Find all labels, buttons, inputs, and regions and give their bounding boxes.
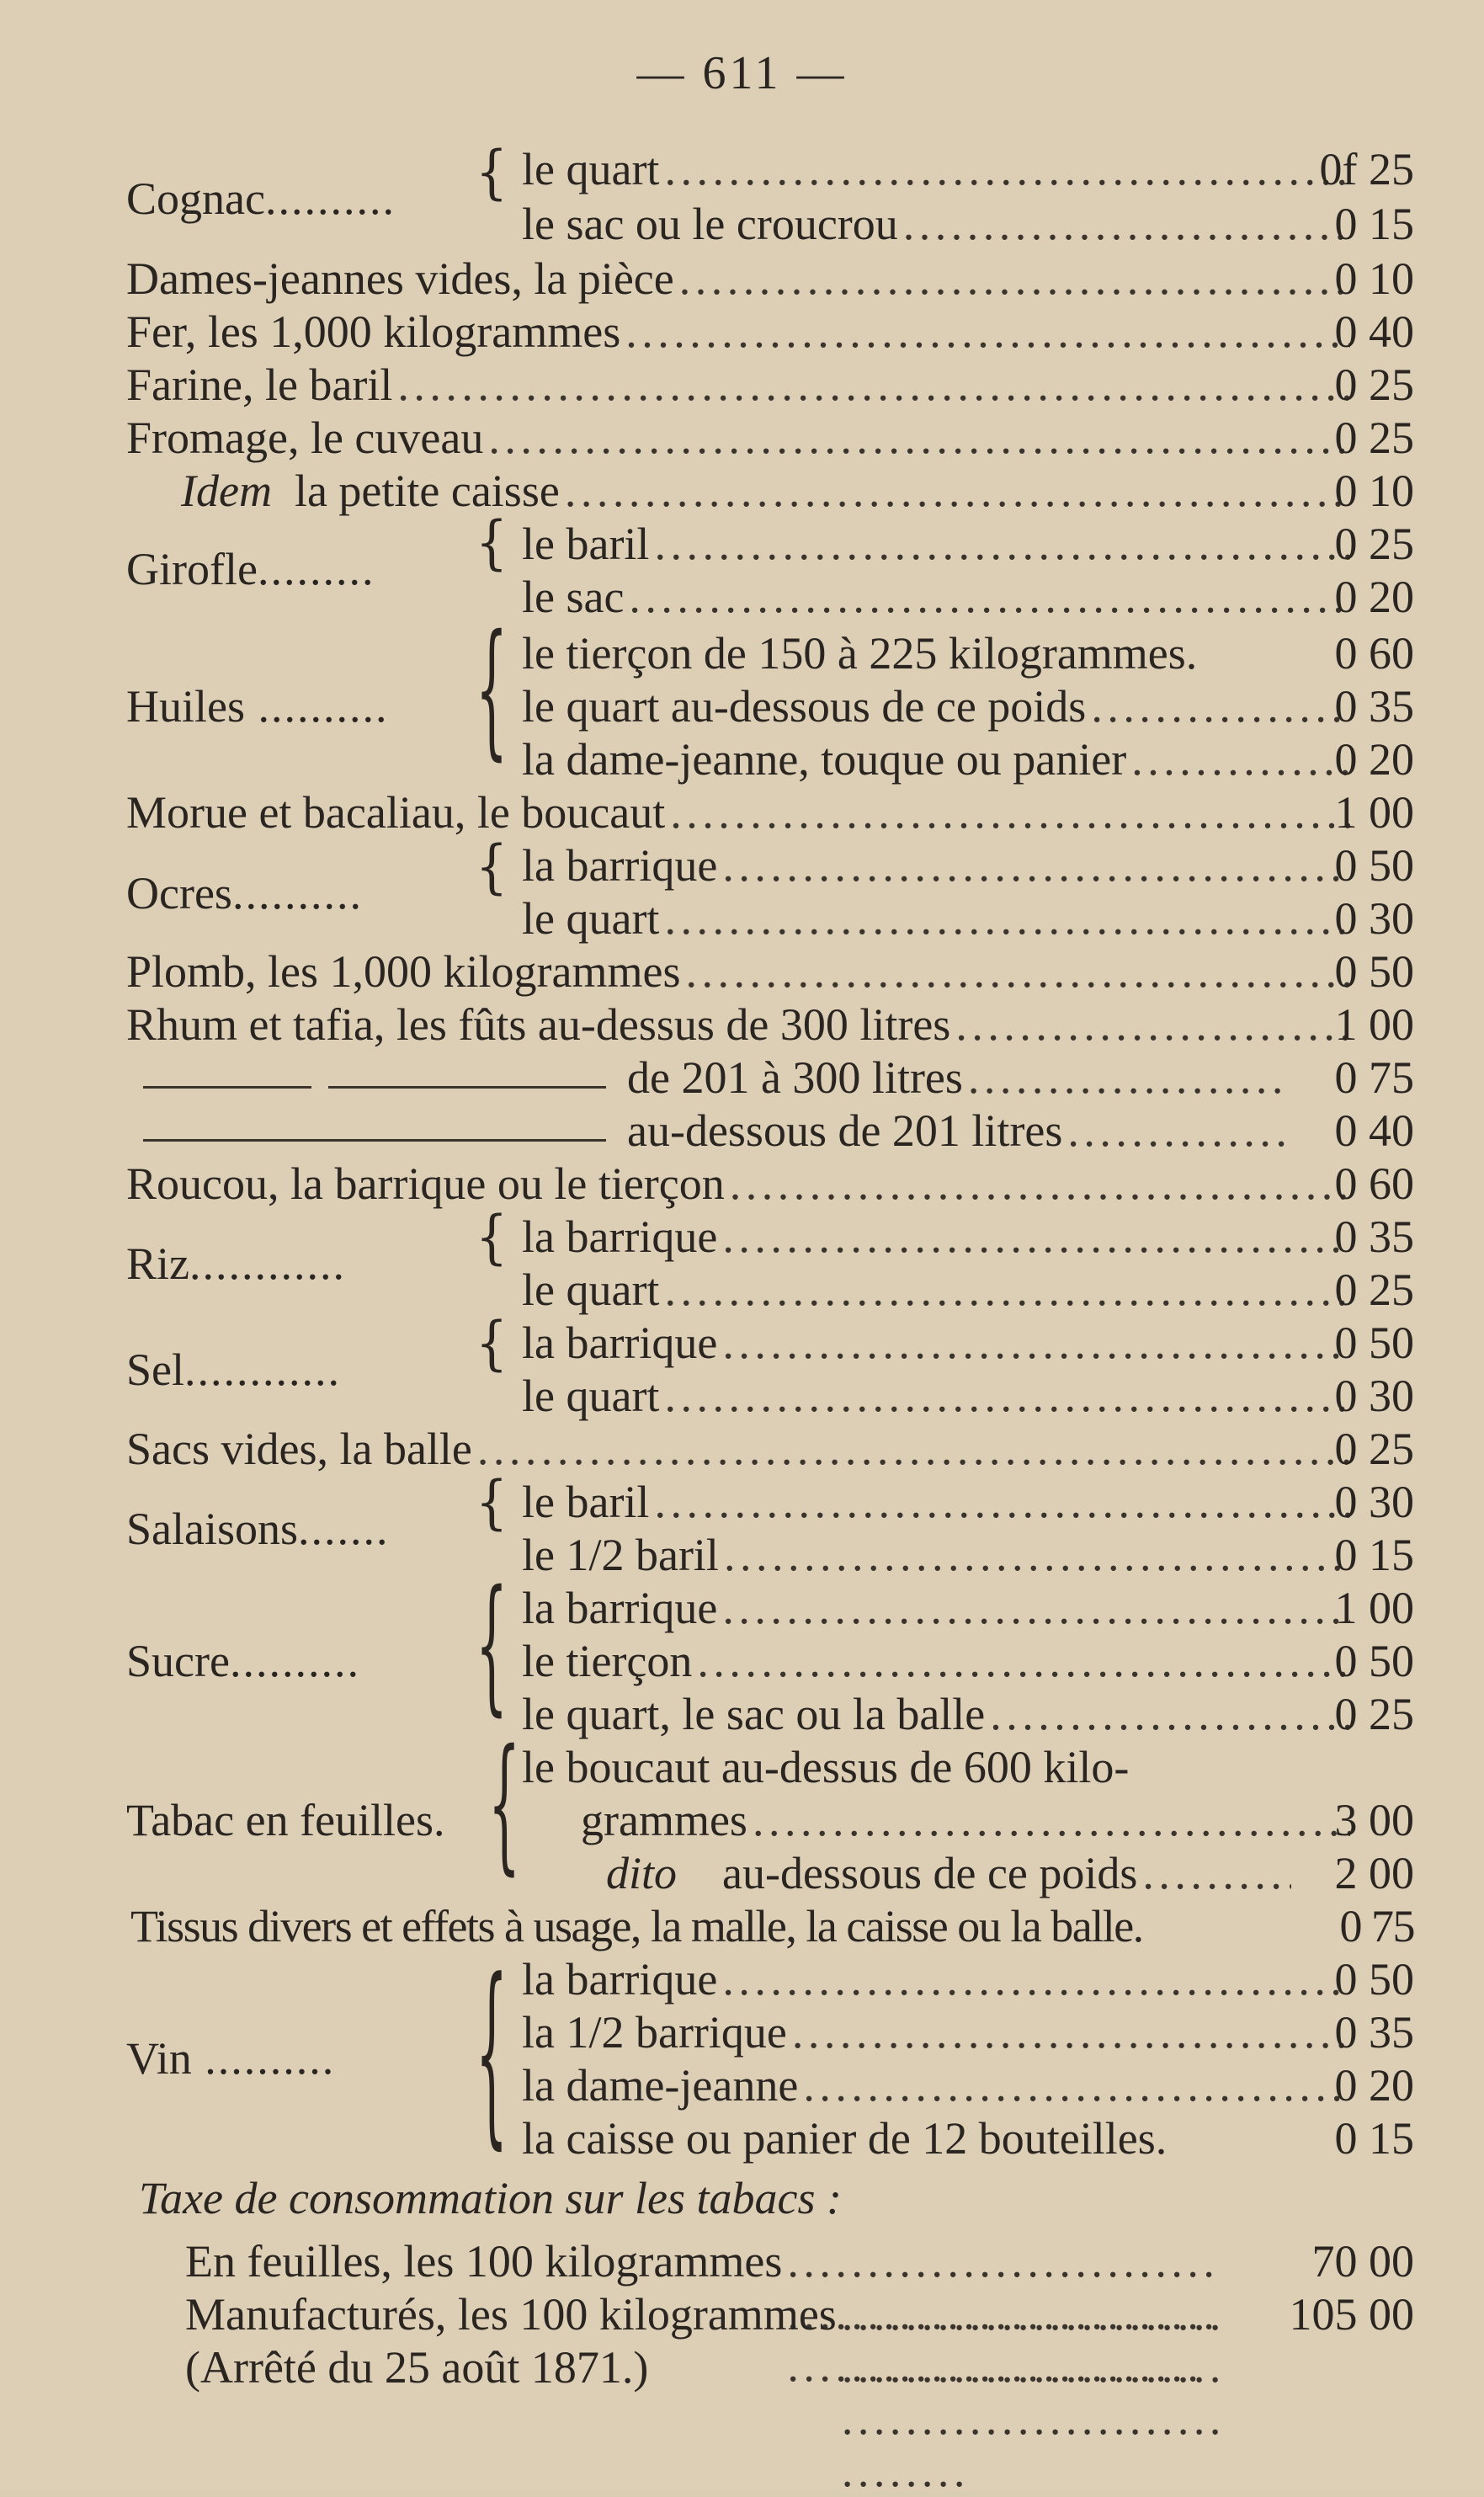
list-item: le quart au-dessous de ce poids . . . 0 35 xyxy=(126,680,1414,732)
brace: { xyxy=(476,1468,508,1537)
list-item: la 1/2 barrique . . . 0 35 xyxy=(126,2006,1414,2058)
tabac-label: Tabac en feuilles. xyxy=(126,1795,445,1845)
list-item: le sac ou le croucrou . . . 0 15 xyxy=(126,198,1414,250)
list-item: Roucou, la barrique ou le tierçon . . . 0 60 xyxy=(126,1158,1414,1210)
tax-heading: Taxe de consommation sur les tabacs : xyxy=(139,2173,842,2223)
list-item: au-dessous de 201 litres . . . 0 40 xyxy=(627,1105,1414,1157)
salaisons-label: Salaisons....... xyxy=(126,1504,390,1554)
list-item: le quart . . . 0 30 xyxy=(126,1370,1414,1422)
brace: { xyxy=(476,508,508,578)
list-item: la barrique . . . 0 50 xyxy=(126,1317,1414,1369)
brace: { xyxy=(476,1939,508,2170)
list-item: le sac . . . 0 20 xyxy=(126,571,1414,623)
list-item: le boucaut au-dessus de 600 kilo- xyxy=(522,1742,1130,1792)
ditto-line xyxy=(143,1086,311,1089)
list-item: dito au-dessous de ce poids . . . 2 00 xyxy=(606,1847,1414,1899)
list-item: Sacs vides, la balle . . . 0 25 xyxy=(126,1423,1414,1475)
ditto-line xyxy=(328,1086,606,1089)
list-item: Fromage, le cuveau . . . 0 25 xyxy=(126,412,1414,464)
list-item: la barrique . . . 1 00 xyxy=(126,1582,1414,1634)
list-item: la dame-jeanne, touque ou panier . . . 0 20 xyxy=(126,733,1414,785)
list-item: le quart . . . 0 30 xyxy=(126,892,1414,945)
list-item: Dames-jeannes vides, la pièce . . . 0 10 xyxy=(126,253,1414,305)
list-item: le quart, le sac ou la balle . . . 0 25 xyxy=(126,1688,1414,1740)
list-item: le quart . . . 0f 25 xyxy=(126,143,1414,195)
page-number: — 611 — xyxy=(636,47,848,99)
decree-note: (Arrêté du 25 août 1871.) xyxy=(185,2342,649,2393)
list-item: Fer, les 1,000 kilogrammes . . . 0 40 xyxy=(126,306,1414,358)
brace: { xyxy=(476,604,508,776)
list-item: la barrique . . . 0 50 xyxy=(126,839,1414,892)
ditto-line xyxy=(143,1139,606,1142)
list-item: le baril . . . 0 30 xyxy=(126,1476,1414,1528)
list-item: le tierçon . . . 0 50 xyxy=(126,1635,1414,1687)
cognac-label: Cognac.......... xyxy=(126,173,396,224)
brace: { xyxy=(476,1309,508,1378)
brace: { xyxy=(488,1719,521,1891)
list-item: Plomb, les 1,000 kilogrammes . . . 0 50 xyxy=(126,945,1414,998)
brace: { xyxy=(476,833,508,902)
list-item: grammes . . . 3 00 xyxy=(126,1794,1414,1846)
huiles-label: Huiles .......... xyxy=(126,681,389,732)
brace: { xyxy=(476,1203,508,1272)
brace: { xyxy=(476,1560,508,1732)
sucre-label: Sucre.......... xyxy=(126,1636,360,1686)
riz-label: Riz............ xyxy=(126,1238,346,1289)
list-item: la barrique . . . 0 35 xyxy=(126,1211,1414,1263)
list-item: Idem la petite caisse . . . 0 10 xyxy=(181,465,1414,517)
list-item: le baril . . . 0 25 xyxy=(126,518,1414,570)
ocres-label: Ocres.......... xyxy=(126,868,363,918)
list-item: le quart . . . 0 25 xyxy=(126,1264,1414,1316)
list-item: le tierçon de 150 à 225 kilogrammes. 0 60 xyxy=(522,628,1414,679)
list-item: la dame-jeanne . . . 0 20 xyxy=(126,2059,1414,2111)
vin-label: Vin .......... xyxy=(126,2033,336,2084)
list-item: le 1/2 baril . . . 0 15 xyxy=(126,1529,1414,1581)
list-item: la barrique . . . 0 50 xyxy=(126,1953,1414,2005)
sel-label: Sel............ xyxy=(126,1344,342,1395)
list-item: Farine, le baril . . . 0 25 xyxy=(126,359,1414,411)
list-item: En feuilles, les 100 kilogrammes . . . 70 00 xyxy=(185,2235,1414,2287)
list-item: la caisse ou panier de 12 bouteilles. 0 15 xyxy=(522,2113,1414,2164)
list-item: Rhum et tafia, les fûts au-dessus de 300 litres . . . 1 00 xyxy=(126,998,1414,1051)
list-item: de 201 à 300 litres . . . 0 75 xyxy=(627,1052,1414,1104)
list-item: Tissus divers et effets à usage, la malle, la caisse ou la balle. 0 75 xyxy=(130,1901,1414,1951)
list-item: Manufacturés, les 100 kilogrammes . . . 105 00 xyxy=(185,2288,1414,2340)
brace: { xyxy=(476,138,508,207)
list-item: Morue et bacaliau, le boucaut . . . 1 00 xyxy=(126,786,1414,839)
girofle-label: Girofle......... xyxy=(126,544,375,594)
